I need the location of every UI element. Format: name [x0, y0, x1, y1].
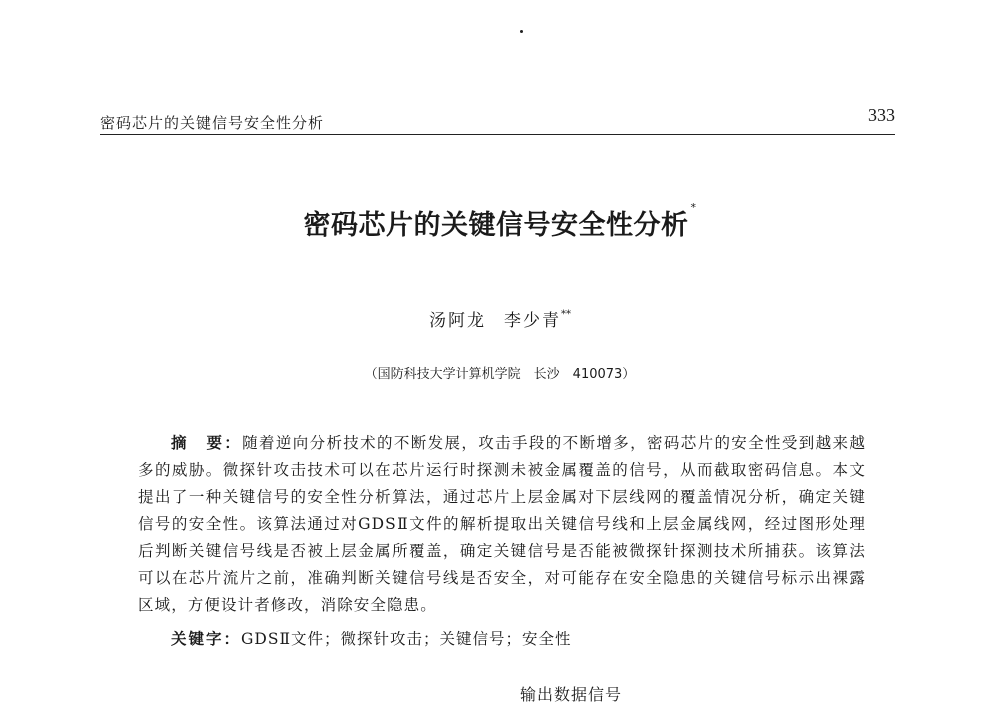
paper-title-text: 密码芯片的关键信号安全性分析 — [303, 210, 689, 241]
author-line — [0, 306, 1000, 331]
affiliation: （国防科技大学计算机学院 长沙 410073） — [364, 367, 636, 382]
title-footnote-mark: * — [690, 201, 697, 214]
author-footnote-mark: ** — [561, 309, 571, 321]
keywords-line — [171, 627, 871, 649]
abstract-label: 摘 要： — [171, 434, 243, 452]
paper-title — [0, 203, 1000, 242]
page-number: 333 — [868, 105, 895, 125]
keywords-label: 关键字： — [171, 630, 242, 648]
keywords-text: GDSⅡ文件；微探针攻击；关键信号；安全性 — [241, 630, 572, 648]
running-header-title: 密码芯片的关键信号安全性分析 — [100, 114, 325, 132]
author-2: 李少青 — [504, 311, 561, 331]
author-1: 汤阿龙 — [429, 311, 486, 331]
body-cut-line: 输出数据信号 — [520, 685, 623, 704]
abstract-text: 随着逆向分析技术的不断发展，攻击手段的不断增多，密码芯片的安全性受到越来越多的威胁。微探针攻击技术可以在芯片运行时探测未被金属覆盖的信号，从而截取密码信息。本文提出了一种关键信号的安全性分析算法，通过芯片上层金属对下层线网的覆盖情况分析，确定关键信号的安全性。该算法通过对GDSⅡ文件的解析提取出关键信号线和上层金属线网，经过图形处理后判断关键信号线是否被上层金属所覆盖，确定关键信号是否能被微探针探测技术所捕获。该算法可以在芯片流片之前，准确判断关键信号线是否安全，对可能存在安全隐患的关键信号标示出裸露区域，方便设计者修改，消除安全隐患。 — [138, 434, 866, 614]
abstract-paragraph — [138, 430, 866, 619]
scan-dot — [520, 30, 523, 33]
header-rule — [100, 134, 895, 135]
